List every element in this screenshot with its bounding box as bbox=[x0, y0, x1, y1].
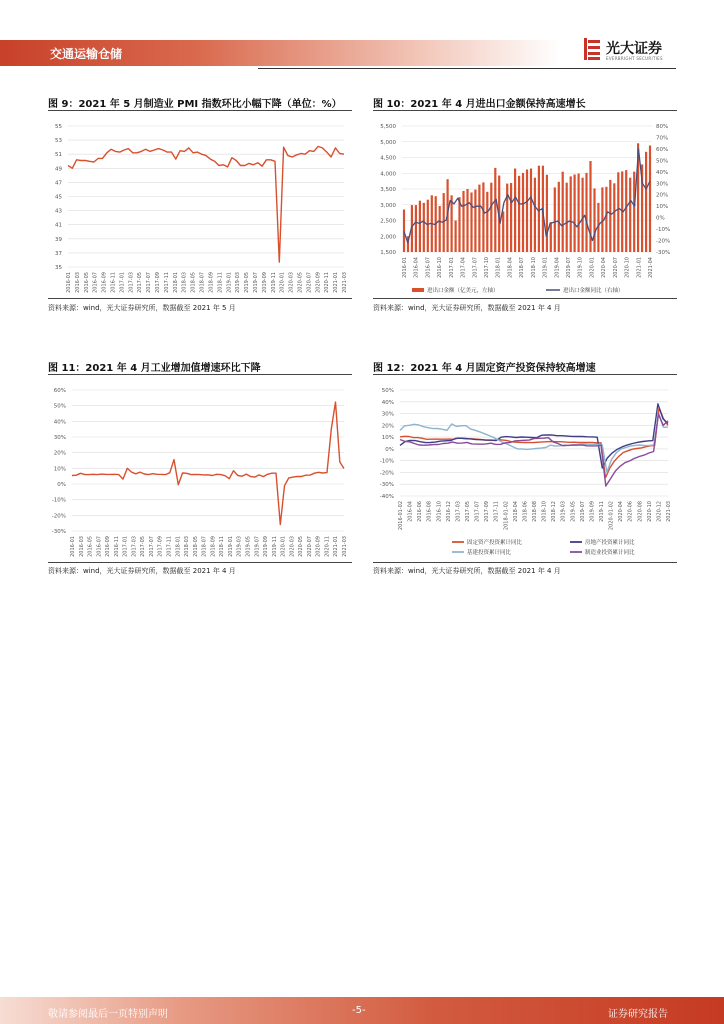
trade-value-bar bbox=[470, 193, 472, 253]
x-tick-label: 2019-11 bbox=[599, 501, 605, 522]
y-tick-label: 30% bbox=[53, 435, 66, 441]
trade-value-bar bbox=[554, 187, 556, 252]
x-tick-label: 2016-01 bbox=[66, 272, 72, 293]
x-tick-label: 2016-06 bbox=[417, 501, 424, 522]
trade-value-bar bbox=[466, 189, 468, 252]
y-tick-label: 10% bbox=[381, 435, 394, 442]
figure-12-bottom-rule bbox=[373, 562, 677, 563]
x-tick-label: 2019-09 bbox=[261, 272, 268, 293]
x-tick-label: 2016-01 bbox=[70, 536, 76, 557]
legend-label: 制造业投资累计同比 bbox=[585, 550, 635, 556]
trade-value-bar bbox=[593, 188, 595, 252]
x-tick-label: 2016-01-02 bbox=[398, 501, 404, 531]
x-tick-label: 2016-09 bbox=[101, 272, 108, 293]
x-tick-label: 2017-05 bbox=[137, 272, 144, 293]
y-tick-label: 20% bbox=[53, 450, 66, 457]
x-tick-label: 2020-12 bbox=[656, 501, 663, 522]
header-rule bbox=[258, 68, 676, 69]
y-left-tick-label: 5,000 bbox=[380, 139, 396, 146]
figure-12-top-rule bbox=[373, 374, 677, 375]
header-bar bbox=[0, 40, 560, 66]
y-tick-label: 50% bbox=[53, 403, 66, 410]
x-tick-label: 2018-03 bbox=[181, 272, 188, 293]
figure-11-title: 图 11：2021 年 4 月工业增加值增速环比下降 bbox=[48, 363, 261, 374]
x-tick-label: 2017-04 bbox=[460, 257, 467, 278]
x-tick-label: 2018-10 bbox=[541, 501, 548, 522]
y-tick-label: 37 bbox=[55, 250, 62, 257]
y-tick-label: 51 bbox=[55, 152, 62, 159]
trade-value-bar bbox=[566, 183, 568, 252]
x-tick-label: 2020-07 bbox=[306, 272, 313, 293]
figure-10-chart bbox=[370, 112, 680, 298]
x-tick-label: 2018-07 bbox=[199, 272, 206, 293]
trade-value-bar bbox=[486, 192, 488, 252]
x-tick-label: 2016-05 bbox=[83, 272, 90, 293]
x-tick-label: 2018-01 bbox=[175, 536, 182, 557]
x-tick-label: 2016-07 bbox=[92, 272, 99, 293]
x-tick-label: 2017-07 bbox=[472, 257, 479, 278]
x-tick-label: 2021-03 bbox=[342, 536, 348, 557]
y-tick-label: 39 bbox=[55, 236, 62, 243]
x-tick-label: 2019-11 bbox=[270, 272, 277, 293]
x-tick-label: 2019-07 bbox=[579, 501, 586, 522]
trade-value-bar bbox=[514, 169, 516, 253]
x-tick-label: 2016-11 bbox=[110, 272, 117, 293]
trade-value-bar bbox=[558, 182, 560, 252]
trade-value-bar bbox=[578, 174, 580, 252]
x-tick-label: 2020-05 bbox=[298, 536, 305, 557]
trade-value-bar bbox=[423, 203, 425, 252]
x-tick-label: 2018-09 bbox=[208, 272, 215, 293]
x-tick-label: 2017-09 bbox=[155, 272, 162, 293]
x-tick-label: 2019-09 bbox=[589, 501, 596, 522]
x-tick-label: 2020-04 bbox=[618, 501, 625, 522]
y-tick-label: -20% bbox=[379, 470, 394, 477]
x-tick-label: 2018-11 bbox=[217, 272, 224, 293]
x-tick-label: 2018-06 bbox=[522, 501, 529, 522]
trade-value-bar bbox=[550, 222, 552, 252]
x-tick-label: 2018-10 bbox=[530, 257, 537, 278]
x-tick-label: 2016-08 bbox=[426, 501, 433, 522]
trade-value-bar bbox=[546, 175, 548, 252]
y-tick-label: 40% bbox=[381, 399, 394, 406]
figure-11-chart bbox=[40, 376, 354, 562]
y-tick-label: -30% bbox=[51, 529, 66, 535]
x-tick-label: 2018-01 bbox=[495, 257, 502, 278]
figure-11-bottom-rule bbox=[48, 562, 352, 563]
y-right-tick-label: 0% bbox=[656, 215, 665, 222]
x-tick-label: 2017-05 bbox=[140, 536, 147, 557]
x-tick-label: 2018-08 bbox=[532, 501, 538, 522]
x-tick-label: 2019-03 bbox=[235, 272, 242, 293]
y-right-tick-label: 10% bbox=[656, 204, 669, 211]
y-tick-label: -40% bbox=[379, 494, 394, 500]
trade-value-bar bbox=[494, 168, 496, 252]
trade-value-bar bbox=[562, 172, 564, 252]
legend-label: 固定资产投资累计同比 bbox=[467, 540, 523, 546]
x-tick-label: 2019-01 bbox=[542, 257, 549, 278]
trade-value-bar bbox=[526, 170, 528, 253]
y-tick-label: 0% bbox=[385, 446, 394, 453]
trade-value-bar bbox=[458, 197, 460, 252]
y-left-tick-label: 3,000 bbox=[380, 202, 396, 209]
figure-10-source: 资料来源：wind，光大证券研究所，数据截至 2021 年 4 月 bbox=[373, 304, 561, 312]
x-tick-label: 2016-10 bbox=[436, 501, 443, 522]
y-tick-label: 55 bbox=[55, 124, 62, 130]
x-tick-label: 2020-04 bbox=[601, 257, 608, 278]
trade-value-bar bbox=[482, 182, 484, 252]
x-tick-label: 2019-01 bbox=[226, 272, 233, 293]
x-tick-label: 2017-03 bbox=[131, 536, 138, 557]
y-left-tick-label: 2,500 bbox=[380, 218, 396, 225]
x-tick-label: 2018-12 bbox=[551, 501, 558, 522]
trade-value-bar bbox=[645, 152, 647, 252]
y-tick-label: 35 bbox=[55, 265, 62, 271]
x-tick-label: 2019-05 bbox=[570, 501, 577, 522]
section-title: 交通运输仓储 bbox=[50, 47, 123, 61]
trade-value-bar bbox=[649, 146, 651, 253]
x-tick-label: 2017-01 bbox=[122, 536, 129, 557]
y-tick-label: 20% bbox=[381, 423, 394, 430]
y-tick-label: 50% bbox=[381, 388, 394, 394]
y-tick-label: 40% bbox=[53, 419, 66, 426]
trade-value-bar bbox=[518, 176, 520, 252]
trade-value-bar bbox=[605, 187, 607, 252]
y-left-tick-label: 2,000 bbox=[380, 234, 396, 241]
y-right-tick-label: -20% bbox=[656, 238, 671, 245]
trade-value-bar bbox=[427, 200, 429, 252]
y-right-tick-label: 70% bbox=[656, 135, 669, 142]
y-right-tick-label: 40% bbox=[656, 169, 669, 176]
trade-value-bar bbox=[534, 178, 536, 252]
x-tick-label: 2020-10 bbox=[624, 257, 631, 278]
trade-value-bar bbox=[474, 190, 476, 252]
trade-value-bar bbox=[625, 170, 627, 252]
x-tick-label: 2019-07 bbox=[566, 257, 573, 278]
x-tick-label: 2017-09 bbox=[484, 501, 491, 522]
x-tick-label: 2020-08 bbox=[637, 501, 644, 522]
x-tick-label: 2016-03 bbox=[78, 536, 85, 557]
y-left-tick-label: 4,500 bbox=[380, 155, 396, 162]
x-tick-label: 2020-01-02 bbox=[608, 501, 615, 531]
pmi-line bbox=[68, 146, 344, 262]
y-left-tick-label: 5,500 bbox=[380, 124, 396, 130]
footer-bar bbox=[0, 997, 724, 1024]
figure-9-title: 图 9：2021 年 5 月制造业 PMI 指数环比小幅下降（单位：%） bbox=[48, 99, 342, 110]
y-tick-label: 43 bbox=[55, 208, 62, 215]
legend-label-line: 进出口金额同比（右轴） bbox=[563, 288, 624, 294]
x-tick-label: 2016-07 bbox=[96, 536, 103, 557]
x-tick-label: 2019-04 bbox=[554, 257, 561, 278]
y-tick-label: -10% bbox=[379, 458, 394, 465]
y-tick-label: -10% bbox=[51, 497, 66, 504]
page-number: -5- bbox=[352, 1005, 366, 1016]
trade-value-bar bbox=[490, 183, 492, 252]
x-tick-label: 2016-07 bbox=[425, 257, 432, 278]
trade-value-bar bbox=[582, 178, 584, 252]
footer-disclaimer: 敬请参阅最后一页特别声明 bbox=[48, 1009, 168, 1020]
y-left-tick-label: 3,500 bbox=[380, 187, 396, 193]
legend-label: 房地产投资累计同比 bbox=[585, 540, 635, 546]
x-tick-label: 2017-09 bbox=[157, 536, 164, 557]
y-tick-label: -30% bbox=[379, 482, 394, 489]
x-tick-label: 2020-11 bbox=[324, 272, 331, 293]
trade-value-bar bbox=[538, 166, 540, 252]
logo-icon bbox=[584, 38, 602, 60]
figure-9-top-rule bbox=[48, 110, 352, 111]
x-tick-label: 2019-10 bbox=[577, 257, 584, 278]
x-tick-label: 2020-10 bbox=[646, 501, 653, 522]
trade-value-bar bbox=[478, 185, 480, 252]
x-tick-label: 2016-12 bbox=[445, 501, 452, 522]
y-right-tick-label: 50% bbox=[656, 158, 669, 165]
x-tick-label: 2017-07 bbox=[146, 272, 153, 293]
trade-value-bar bbox=[609, 180, 611, 252]
y-tick-label: 41 bbox=[55, 222, 62, 229]
figure-11-top-rule bbox=[48, 374, 352, 375]
x-tick-label: 2016-05 bbox=[87, 536, 94, 557]
x-tick-label: 2019-03 bbox=[236, 536, 243, 557]
x-tick-label: 2018-01-02 bbox=[503, 501, 510, 531]
x-tick-label: 2021-01 bbox=[333, 272, 340, 293]
figure-12-chart bbox=[370, 376, 680, 562]
figure-10-bottom-rule bbox=[373, 298, 677, 299]
legend-swatch-bar bbox=[412, 288, 424, 292]
x-tick-label: 2020-05 bbox=[297, 272, 304, 293]
x-tick-label: 2021-04 bbox=[648, 257, 655, 278]
figure-12-title: 图 12：2021 年 4 月固定资产投资保持较高增速 bbox=[373, 363, 596, 374]
x-tick-label: 2019-01 bbox=[227, 536, 234, 557]
x-tick-label: 2020-03 bbox=[289, 536, 296, 557]
y-tick-label: 0% bbox=[57, 482, 66, 488]
trade-value-bar bbox=[613, 183, 615, 252]
x-tick-label: 2020-03 bbox=[288, 272, 295, 293]
x-tick-label: 2016-11 bbox=[113, 536, 120, 557]
x-tick-label: 2017-03 bbox=[128, 272, 135, 293]
x-tick-label: 2019-11 bbox=[271, 536, 278, 557]
y-tick-label: -20% bbox=[51, 513, 66, 520]
x-tick-label: 2019-03 bbox=[560, 501, 567, 522]
figure-9-chart bbox=[40, 112, 354, 298]
x-tick-label: 2019-09 bbox=[263, 536, 270, 557]
investment-line-3 bbox=[400, 414, 668, 486]
y-tick-label: 30% bbox=[381, 411, 394, 418]
trade-value-bar bbox=[617, 172, 619, 252]
x-tick-label: 2018-01 bbox=[172, 272, 179, 293]
x-tick-label: 2017-11 bbox=[493, 501, 500, 522]
x-tick-label: 2017-11 bbox=[163, 272, 170, 293]
logo-name: 光大证券 bbox=[606, 41, 662, 57]
figure-10-top-rule bbox=[373, 110, 677, 111]
x-tick-label: 2020-06 bbox=[627, 501, 634, 522]
trade-value-bar bbox=[439, 206, 441, 252]
x-tick-label: 2018-07 bbox=[519, 257, 526, 278]
x-tick-label: 2018-09 bbox=[210, 536, 217, 557]
x-tick-label: 2020-01 bbox=[279, 272, 286, 293]
x-tick-label: 2016-09 bbox=[105, 536, 112, 557]
trade-value-bar bbox=[570, 176, 572, 252]
x-tick-label: 2017-07 bbox=[474, 501, 481, 522]
y-tick-label: 49 bbox=[55, 166, 62, 173]
brand-logo bbox=[584, 36, 684, 66]
x-tick-label: 2017-01 bbox=[119, 272, 126, 293]
x-tick-label: 2021-01 bbox=[636, 257, 643, 278]
legend-label-bar: 进出口金额（亿美元，左轴） bbox=[427, 288, 499, 294]
x-tick-label: 2016-03 bbox=[74, 272, 81, 293]
trade-value-bar bbox=[530, 169, 532, 253]
x-tick-label: 2018-05 bbox=[190, 272, 197, 293]
footer-report-type: 证券研究报告 bbox=[608, 1009, 668, 1020]
x-tick-label: 2019-07 bbox=[252, 272, 259, 293]
x-tick-label: 2016-10 bbox=[437, 257, 444, 278]
investment-line-0 bbox=[400, 408, 668, 478]
y-tick-label: 10% bbox=[53, 466, 66, 473]
figure-9-bottom-rule bbox=[48, 298, 352, 299]
x-tick-label: 2020-01 bbox=[280, 536, 287, 557]
figure-12-source: 资料来源：wind，光大证券研究所，数据截至 2021 年 4 月 bbox=[373, 567, 561, 575]
x-tick-label: 2020-09 bbox=[315, 536, 322, 557]
y-left-tick-label: 4,000 bbox=[380, 171, 396, 178]
y-tick-label: 60% bbox=[53, 388, 66, 394]
x-tick-label: 2018-04 bbox=[512, 501, 519, 522]
y-left-tick-label: 1,500 bbox=[380, 250, 396, 256]
trade-value-bar bbox=[451, 195, 453, 252]
trade-value-bar bbox=[462, 191, 464, 252]
trade-value-bar bbox=[522, 173, 524, 252]
x-tick-label: 2018-04 bbox=[507, 257, 514, 278]
y-tick-label: 53 bbox=[55, 138, 62, 145]
trade-value-bar bbox=[403, 210, 405, 253]
y-right-tick-label: 30% bbox=[656, 181, 669, 188]
x-tick-label: 2017-10 bbox=[483, 257, 490, 278]
industrial-line bbox=[72, 402, 344, 524]
x-tick-label: 2016-04 bbox=[413, 257, 420, 278]
y-tick-label: 47 bbox=[55, 180, 62, 187]
x-tick-label: 2017-05 bbox=[465, 501, 471, 522]
x-tick-label: 2020-07 bbox=[306, 536, 313, 557]
x-tick-label: 2016-04 bbox=[407, 501, 414, 522]
x-tick-label: 2017-01 bbox=[448, 257, 455, 278]
x-tick-label: 2019-05 bbox=[245, 536, 252, 557]
y-right-tick-label: 60% bbox=[656, 146, 669, 153]
trade-value-bar bbox=[585, 173, 587, 252]
logo-subtitle: EVERBRIGHT SECURITIES bbox=[606, 56, 663, 61]
y-tick-label: 45 bbox=[55, 194, 62, 201]
legend-label: 基建投资累计同比 bbox=[467, 550, 512, 556]
x-tick-label: 2020-11 bbox=[324, 536, 331, 557]
figure-11-source: 资料来源：wind，光大证券研究所，数据截至 2021 年 4 月 bbox=[48, 567, 236, 575]
x-tick-label: 2017-07 bbox=[148, 536, 155, 557]
trade-value-bar bbox=[510, 183, 512, 252]
x-tick-label: 2017-03 bbox=[455, 501, 462, 522]
figure-9-source: 资料来源：wind，光大证券研究所，数据截至 2021 年 5 月 bbox=[48, 304, 236, 312]
trade-value-bar bbox=[629, 178, 631, 252]
trade-value-bar bbox=[502, 211, 504, 252]
x-tick-label: 2018-05 bbox=[192, 536, 199, 557]
x-tick-label: 2019-07 bbox=[254, 536, 261, 557]
x-tick-label: 2020-01 bbox=[589, 257, 596, 278]
trade-value-bar bbox=[455, 221, 457, 253]
x-tick-label: 2018-03 bbox=[184, 536, 191, 557]
x-tick-label: 2018-07 bbox=[201, 536, 208, 557]
trade-value-bar bbox=[419, 201, 421, 252]
x-tick-label: 2021-03 bbox=[666, 501, 672, 522]
trade-value-bar bbox=[506, 184, 508, 252]
trade-value-bar bbox=[574, 175, 576, 253]
x-tick-label: 2018-11 bbox=[219, 536, 226, 557]
trade-value-bar bbox=[633, 172, 635, 252]
x-tick-label: 2021-01 bbox=[333, 536, 340, 557]
x-tick-label: 2016-01 bbox=[401, 257, 408, 278]
y-right-tick-label: -30% bbox=[656, 250, 671, 256]
trade-value-bar bbox=[415, 205, 417, 252]
x-tick-label: 2017-11 bbox=[166, 536, 173, 557]
y-right-tick-label: 20% bbox=[656, 192, 669, 199]
x-tick-label: 2021-03 bbox=[342, 272, 348, 293]
x-tick-label: 2019-05 bbox=[244, 272, 251, 293]
y-right-tick-label: -10% bbox=[656, 227, 671, 234]
y-right-tick-label: 80% bbox=[656, 124, 669, 130]
x-tick-label: 2020-07 bbox=[612, 257, 619, 278]
x-tick-label: 2020-09 bbox=[315, 272, 322, 293]
figure-10-title: 图 10：2021 年 4 月进出口金额保持高速增长 bbox=[373, 99, 586, 110]
